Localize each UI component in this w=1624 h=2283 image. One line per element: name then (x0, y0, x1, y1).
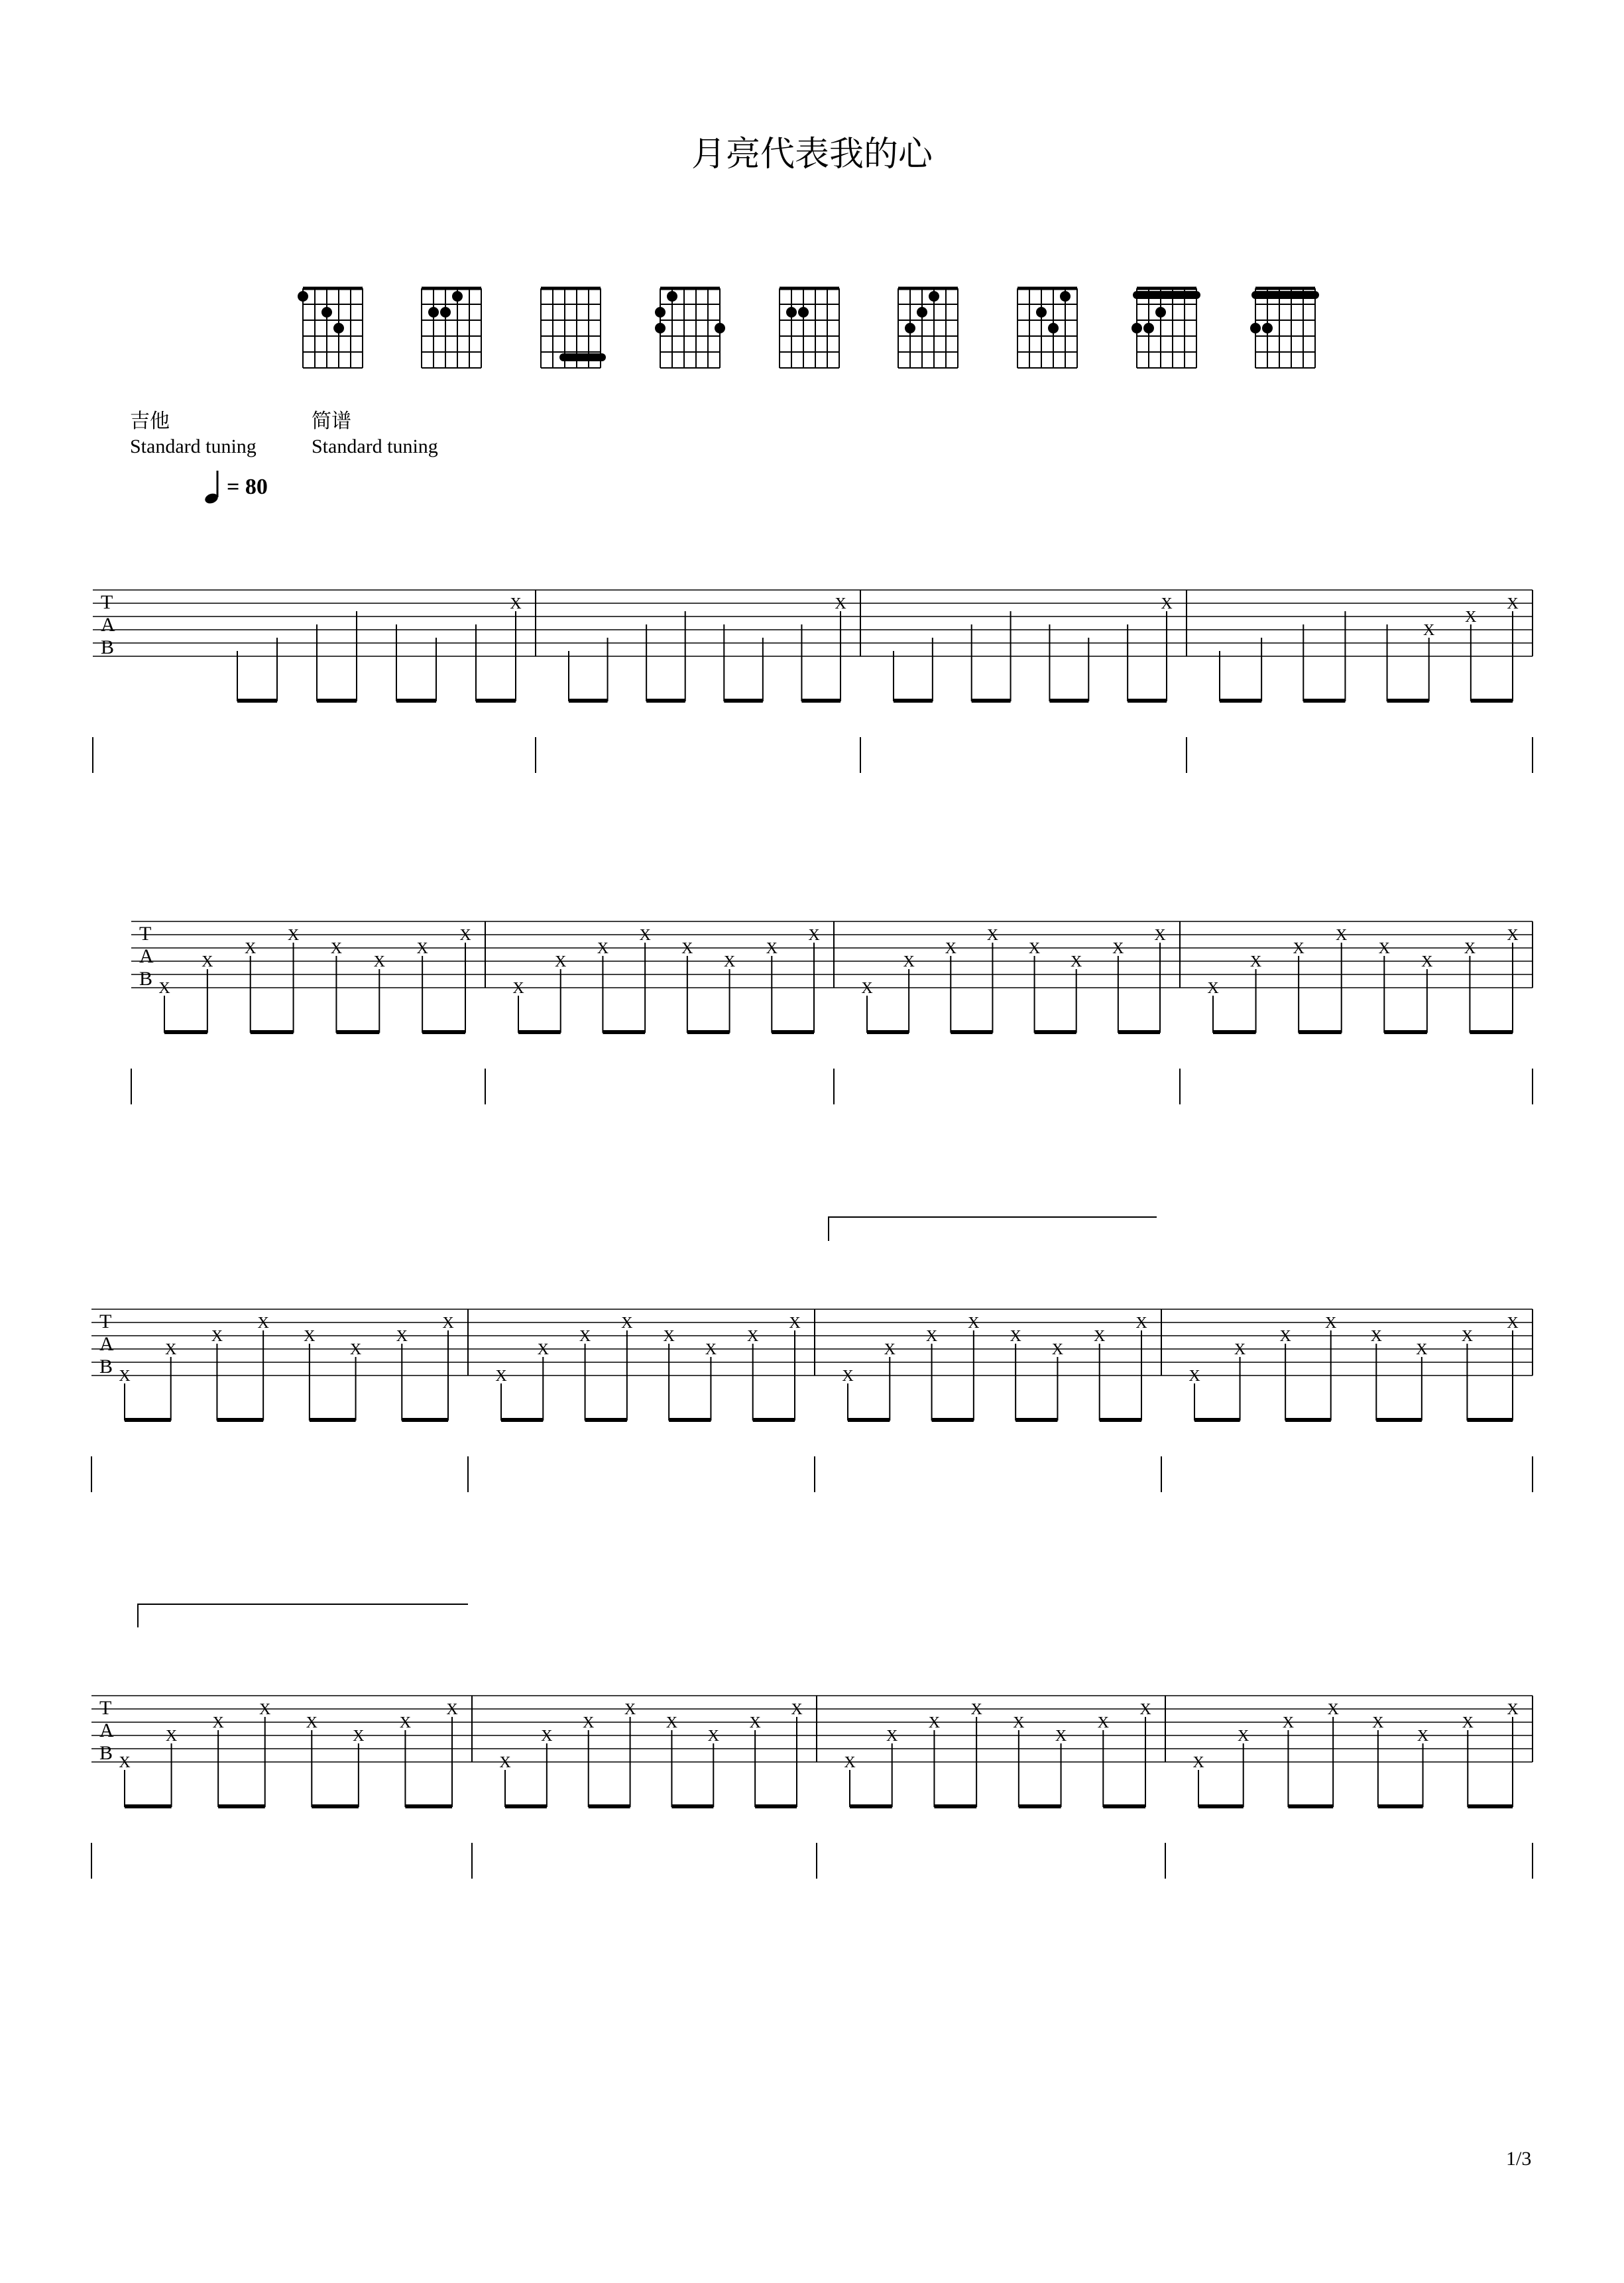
instrument-name-jianpu: 简谱 (312, 410, 351, 432)
tab-muted-note: X (512, 980, 524, 997)
tab-muted-note: X (1327, 1701, 1339, 1718)
tab-muted-note: X (1370, 1328, 1382, 1345)
tab-muted-note: X (202, 953, 213, 970)
tab-muted-note: X (791, 1701, 803, 1718)
tab-muted-note: X (1417, 1727, 1429, 1745)
beam (501, 1418, 543, 1422)
beam (1470, 1030, 1513, 1034)
measure-1 (237, 590, 536, 773)
tab-muted-note: X (373, 953, 385, 970)
beam (1378, 1804, 1423, 1808)
tab-muted-note: X (1013, 1714, 1025, 1731)
tab-clef-t: T (101, 591, 113, 613)
tab-muted-note: X (842, 1368, 854, 1385)
tab-muted-note: X (1507, 595, 1519, 613)
beam (476, 699, 516, 703)
tab-muted-note: X (1293, 940, 1305, 957)
tab-muted-note: X (353, 1727, 365, 1745)
tab-muted-note: X (1010, 1328, 1021, 1345)
tab-muted-note: X (1097, 1714, 1109, 1731)
beam (1194, 1418, 1240, 1422)
measure-2 (569, 590, 860, 773)
tab-muted-note: X (844, 1754, 856, 1771)
tab-clef-a: A (139, 945, 154, 967)
tab-muted-note: X (808, 927, 820, 944)
beam (934, 1804, 976, 1808)
volta-first-bracket (829, 1217, 1157, 1241)
beam (125, 1804, 172, 1808)
tab-muted-note: X (681, 940, 693, 957)
tab-muted-note: X (212, 1714, 224, 1731)
tab-muted-note: X (1372, 1714, 1384, 1731)
tab-muted-note: X (510, 595, 522, 613)
tab-muted-note: X (903, 953, 915, 970)
tab-muted-note: X (707, 1727, 719, 1745)
beam (646, 699, 685, 703)
tab-muted-note: X (1249, 953, 1262, 970)
tab-clef-b: B (99, 1356, 113, 1377)
tab-muted-note: X (1336, 927, 1348, 944)
beam (251, 1030, 294, 1034)
measure-5 (158, 921, 485, 1104)
measure-10 (495, 1309, 815, 1492)
beam (310, 1418, 356, 1422)
tab-muted-note: X (442, 1315, 454, 1332)
tab-muted-note: X (1071, 953, 1082, 970)
tab-muted-note: X (1234, 1341, 1246, 1358)
tab-muted-note: X (459, 927, 471, 944)
tab-clef-a: A (99, 1720, 114, 1741)
tab-muted-note: X (968, 1315, 980, 1332)
beam (1103, 1804, 1145, 1808)
tab-muted-note: X (945, 940, 957, 957)
tab-muted-note: X (1135, 1315, 1147, 1332)
beam (336, 1030, 379, 1034)
beam (848, 1418, 890, 1422)
beam (396, 699, 436, 703)
tab-muted-note: X (928, 1714, 941, 1731)
tab-muted-note: X (766, 940, 778, 957)
tab-muted-note: X (723, 953, 736, 970)
tab-muted-note: X (1507, 927, 1519, 944)
tab-muted-note: X (861, 980, 873, 997)
song-title: 月亮代表我的心 (691, 135, 933, 174)
measure-3 (894, 590, 1187, 773)
tab-muted-note: X (259, 1701, 271, 1718)
tab-muted-note: X (597, 940, 609, 957)
tab-muted-note: X (119, 1368, 131, 1385)
tab-muted-note: X (666, 1714, 678, 1731)
tab-muted-note: X (306, 1714, 318, 1731)
measure-11 (842, 1309, 1161, 1492)
measure-16 (1192, 1696, 1533, 1879)
beam (1015, 1418, 1057, 1422)
tab-clef-b: B (139, 968, 153, 990)
tab-clef-a: A (99, 1333, 114, 1355)
page-number: 1/3 (1506, 2148, 1532, 2170)
tab-muted-note: X (119, 1754, 131, 1771)
beam (687, 1030, 730, 1034)
tab-muted-note: X (1378, 940, 1390, 957)
beam (1213, 1030, 1256, 1034)
beam (951, 1030, 992, 1034)
system-4 (91, 1696, 1533, 1879)
tab-muted-note: X (1154, 927, 1166, 944)
tab-muted-note: X (789, 1315, 801, 1332)
beam (505, 1804, 547, 1808)
beam (518, 1030, 561, 1034)
tab-muted-note: X (1325, 1315, 1337, 1332)
tab-muted-note: X (749, 1714, 761, 1731)
tab-muted-note: X (1423, 622, 1435, 639)
tab-muted-note: X (1461, 1328, 1474, 1345)
tab-muted-note: X (1416, 1341, 1428, 1358)
tab-muted-note: X (663, 1328, 675, 1345)
system-1 (93, 590, 1533, 773)
tab-clef-b: B (101, 636, 115, 658)
measure-7 (861, 921, 1180, 1104)
tab-muted-note: X (399, 1714, 412, 1731)
instrument-tuning-jianpu: Standard tuning (312, 436, 438, 457)
tab-muted-note: X (621, 1315, 633, 1332)
beam (1220, 699, 1261, 703)
instrument-tuning-guitar: Standard tuning (130, 436, 257, 457)
volta-second-bracket (138, 1604, 468, 1627)
beam (603, 1030, 645, 1034)
tab-muted-note: X (835, 595, 846, 613)
beam (237, 699, 277, 703)
tab-muted-note: X (583, 1714, 595, 1731)
tab-clef-t: T (139, 923, 152, 945)
beam (164, 1030, 207, 1034)
beam (125, 1418, 171, 1422)
tab-muted-note: X (499, 1754, 511, 1771)
beam (585, 1418, 627, 1422)
tab-muted-note: X (1055, 1727, 1067, 1745)
beam (894, 699, 933, 703)
system-2 (131, 921, 1533, 1104)
tab-muted-note: X (1465, 609, 1477, 626)
tab-muted-note: X (1028, 940, 1041, 957)
beam (217, 1418, 263, 1422)
beam (755, 1804, 797, 1808)
beam (1303, 699, 1345, 703)
tab-muted-note: X (1279, 1328, 1291, 1345)
beam (317, 699, 357, 703)
tab-muted-note: X (495, 1368, 507, 1385)
tab-muted-note: X (624, 1701, 636, 1718)
tab-muted-note: X (1094, 1328, 1106, 1345)
beam (1198, 1804, 1244, 1808)
beam (1387, 699, 1429, 703)
tab-muted-note: X (304, 1328, 316, 1345)
beam (405, 1804, 452, 1808)
tab-muted-note: X (1051, 1341, 1064, 1358)
tab-muted-note: X (158, 980, 170, 997)
tab-muted-note: X (1192, 1754, 1204, 1771)
tab-muted-note: X (165, 1341, 177, 1358)
beam (669, 1418, 711, 1422)
tab-clef-t: T (99, 1311, 112, 1332)
beam (402, 1418, 448, 1422)
beam (1384, 1030, 1427, 1034)
tab-muted-note: X (446, 1701, 458, 1718)
beam (1285, 1418, 1331, 1422)
measure-12 (1189, 1309, 1533, 1492)
tab-muted-note: X (211, 1328, 223, 1345)
beam (589, 1804, 630, 1808)
tab-clef-t: T (99, 1697, 112, 1719)
tab-muted-note: X (330, 940, 343, 957)
beam (312, 1804, 359, 1808)
beam (1288, 1804, 1333, 1808)
tempo-marking: = 80 (227, 475, 268, 499)
tab-muted-note: X (1507, 1315, 1519, 1332)
measure-15 (844, 1696, 1165, 1879)
tab-muted-note: X (1207, 980, 1219, 997)
beam (724, 699, 763, 703)
tab-muted-note: X (396, 1328, 408, 1345)
tab-muted-note: X (245, 940, 257, 957)
beam (1299, 1030, 1342, 1034)
measure-9 (119, 1309, 468, 1492)
tab-muted-note: X (747, 1328, 759, 1345)
beam (972, 699, 1011, 703)
beam (218, 1804, 265, 1808)
tab-muted-note: X (1464, 940, 1476, 957)
tab-muted-note: X (1112, 940, 1124, 957)
beam (1128, 699, 1167, 703)
measure-4 (1220, 590, 1533, 773)
tab-muted-note: X (1139, 1701, 1151, 1718)
beam (850, 1804, 892, 1808)
beam (422, 1030, 465, 1034)
tab-muted-note: X (925, 1328, 938, 1345)
beam (772, 1030, 814, 1034)
beam (753, 1418, 795, 1422)
measure-8 (1207, 921, 1533, 1104)
beam (1376, 1418, 1422, 1422)
measure-6 (512, 921, 834, 1104)
tab-muted-note: X (886, 1727, 898, 1745)
tab-muted-note: X (416, 940, 428, 957)
tab-muted-note: X (349, 1341, 362, 1358)
measure-14 (499, 1696, 817, 1879)
tab-muted-note: X (165, 1727, 178, 1745)
beam (1467, 1418, 1513, 1422)
tab-muted-note: X (1282, 1714, 1295, 1731)
tab-muted-note: X (1189, 1368, 1200, 1385)
tab-muted-note: X (1161, 595, 1173, 613)
tab-muted-note: X (1421, 953, 1433, 970)
measure-13 (119, 1696, 472, 1879)
tab-muted-note: X (1238, 1727, 1249, 1745)
beam (1118, 1030, 1160, 1034)
instrument-name-guitar: 吉他 (130, 410, 170, 432)
beam (569, 699, 608, 703)
tab-muted-note: X (986, 927, 999, 944)
tab-muted-note: X (287, 927, 300, 944)
beam (1468, 1804, 1513, 1808)
beam (1035, 1030, 1076, 1034)
tab-muted-note: X (555, 953, 567, 970)
system-3 (91, 1309, 1533, 1492)
beam (867, 1030, 909, 1034)
beam (932, 1418, 974, 1422)
beam (1049, 699, 1088, 703)
beam (801, 699, 841, 703)
beam (1471, 699, 1513, 703)
beam (671, 1804, 713, 1808)
tab-muted-note: X (705, 1341, 717, 1358)
tab-muted-note: X (1507, 1701, 1519, 1718)
tab-muted-note: X (579, 1328, 591, 1345)
beam (1100, 1418, 1141, 1422)
tab-muted-note: X (541, 1727, 553, 1745)
tab-muted-note: X (884, 1341, 896, 1358)
tab-clef-b: B (99, 1742, 113, 1764)
tab-clef-a: A (101, 614, 115, 636)
beam (1019, 1804, 1061, 1808)
tab-muted-note: X (1462, 1714, 1474, 1731)
tab-muted-note: X (639, 927, 651, 944)
tab-muted-note: X (257, 1315, 269, 1332)
tab-muted-note: X (537, 1341, 549, 1358)
tab-muted-note: X (970, 1701, 982, 1718)
